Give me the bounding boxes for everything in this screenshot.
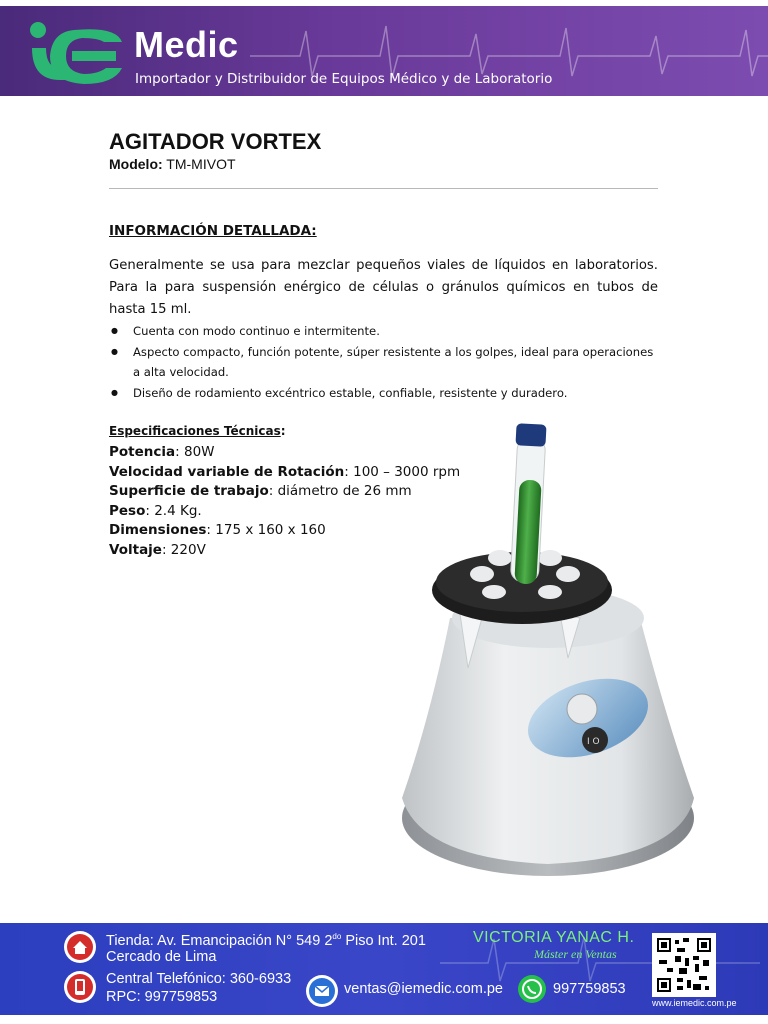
iemedic-logo-icon (26, 18, 130, 88)
svg-text:I O: I O (587, 737, 600, 747)
central-phone: Central Telefónico: 360-6933 (106, 971, 292, 987)
specs-heading-suffix: : (280, 424, 286, 438)
website-link[interactable]: www.iemedic.com.pe (652, 998, 737, 1008)
rpc-phone: RPC: 997759853 (106, 989, 218, 1005)
spec-label: Superficie de trabajo (109, 483, 269, 499)
spec-value: : 220V (161, 541, 206, 558)
address-line-2: Cercado de Lima (106, 949, 217, 965)
divider (109, 188, 658, 189)
footer-banner (0, 923, 768, 1015)
address-line-1: Tienda: Av. Emancipación N° 549 $2^{do}$ Piso Int. 201 (106, 932, 426, 949)
spec-label: Voltaje (109, 541, 162, 558)
spec-label: Velocidad variable de Rotación (109, 463, 345, 480)
specs-heading (109, 424, 286, 438)
spec-value: : 80W (175, 444, 215, 460)
spec-value: : diámetro de 26 mm (268, 483, 412, 499)
qr-code[interactable] (652, 933, 716, 997)
brand-name: Medic (134, 24, 239, 65)
features-list (109, 321, 658, 403)
spec-value: : 100 – 3000 rpm (344, 463, 461, 480)
spec-label: Dimensiones (109, 522, 207, 538)
spec-value: : 2.4 Kg. (145, 502, 202, 519)
whatsapp-number[interactable]: 997759853 (553, 981, 626, 997)
product-title: AGITADOR VORTEX (109, 129, 322, 154)
model-label: Modelo: (109, 156, 163, 172)
brand-tagline: Importador y Distribuidor de Equipos Médico y de Laboratorio (135, 71, 553, 87)
model-value: TM-MIVOT (166, 156, 236, 172)
mobile-phone-icon (64, 971, 96, 1003)
spec-label: Peso (109, 502, 146, 519)
details-heading: INFORMACIÓN DETALLADA: (109, 223, 317, 239)
home-icon (64, 931, 96, 963)
list-item: ● Cuenta con modo continuo e intermitente. (109, 321, 658, 342)
spec-value: : 175 x 160 x 160 (206, 522, 326, 538)
email-link[interactable]: ventas@iemedic.com.pe (344, 981, 503, 997)
details-paragraph: Generalmente se usa para mezclar pequeños viales de líquidos en laboratorios. Para la para suspensión enérgico de células o gránulos químicos en tubos de hasta 15 ml. (109, 258, 658, 317)
list-item: ● Diseño de rodamiento excéntrico estable, confiable, resistente y duradero. (109, 383, 658, 404)
vortex-mixer-image (390, 418, 710, 888)
whatsapp-icon (516, 973, 548, 1005)
list-item: ● Aspecto compacto, función potente, súper resistente a los golpes, ideal para operaciones a alta velocidad. (109, 342, 658, 383)
specs-heading-text: Especificaciones Técnicas (109, 424, 281, 438)
header-banner (0, 6, 768, 96)
contact-title: Máster en Ventas (534, 947, 617, 961)
contact-name: VICTORIA YANAC H. (473, 929, 635, 946)
email-icon (306, 975, 338, 1007)
spec-label: Potencia (109, 444, 176, 460)
product-model (109, 156, 236, 172)
